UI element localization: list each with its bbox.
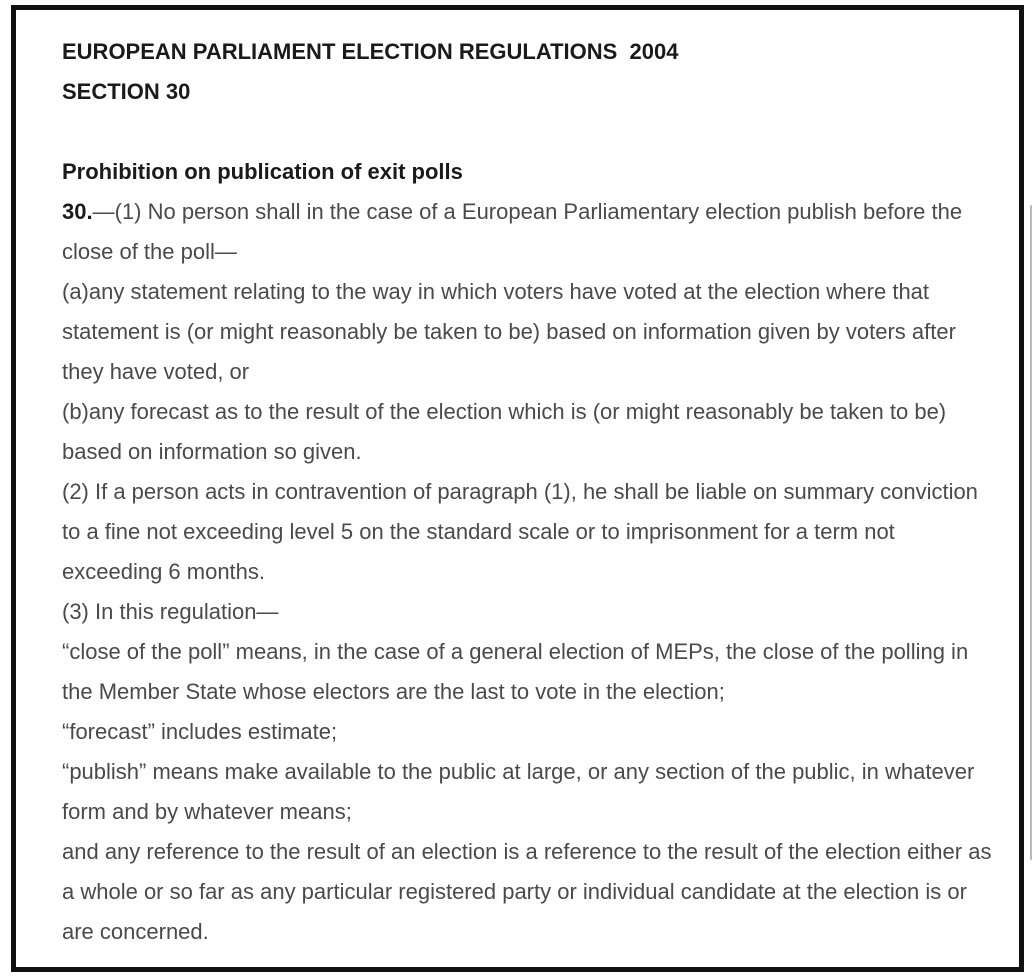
definition-publish: “publish” means make available to the public at large, or any section of the public, in whatever form and by whatever means;: [62, 759, 975, 824]
definition-forecast: “forecast” includes estimate;: [62, 719, 338, 744]
paragraph-1-text: —(1) No person shall in the case of a European Parliamentary election publish before the close of the poll—: [62, 199, 963, 264]
paragraph-2: (2) If a person acts in contravention of paragraph (1), he shall be liable on summary conviction to a fine not exceeding level 5 on the standard scale or to imprisonment for a term not exceeding 6 months.: [62, 479, 978, 584]
section-label: SECTION 30: [62, 79, 191, 104]
paragraph-b: (b)any forecast as to the result of the election which is (or might reasonably be taken to be) based on information so given.: [62, 399, 947, 464]
document-title: EUROPEAN PARLIAMENT ELECTION REGULATIONS 2004: [62, 39, 679, 64]
document-content: [62, 32, 992, 952]
document-frame: [11, 5, 1024, 972]
paragraph-1: [62, 192, 992, 272]
definition-result: and any reference to the result of an election is a reference to the result of the election either as a whole or so far as any particular registered party or individual candidate at the election is or are concerned.: [62, 839, 992, 944]
paragraph-a: (a)any statement relating to the way in which voters have voted at the election where that statement is (or might reasonably be taken to be) based on information given by voters after they have voted, or: [62, 279, 956, 384]
paragraph-3: (3) In this regulation—: [62, 599, 279, 624]
section-number: 30.: [62, 199, 93, 224]
section-heading: Prohibition on publication of exit polls: [62, 159, 463, 184]
definition-close-of-poll: “close of the poll” means, in the case of a general election of MEPs, the close of the polling in the Member State whose electors are the last to vote in the election;: [62, 639, 969, 704]
spacer: [62, 112, 992, 152]
scrollbar[interactable]: [1030, 205, 1032, 860]
